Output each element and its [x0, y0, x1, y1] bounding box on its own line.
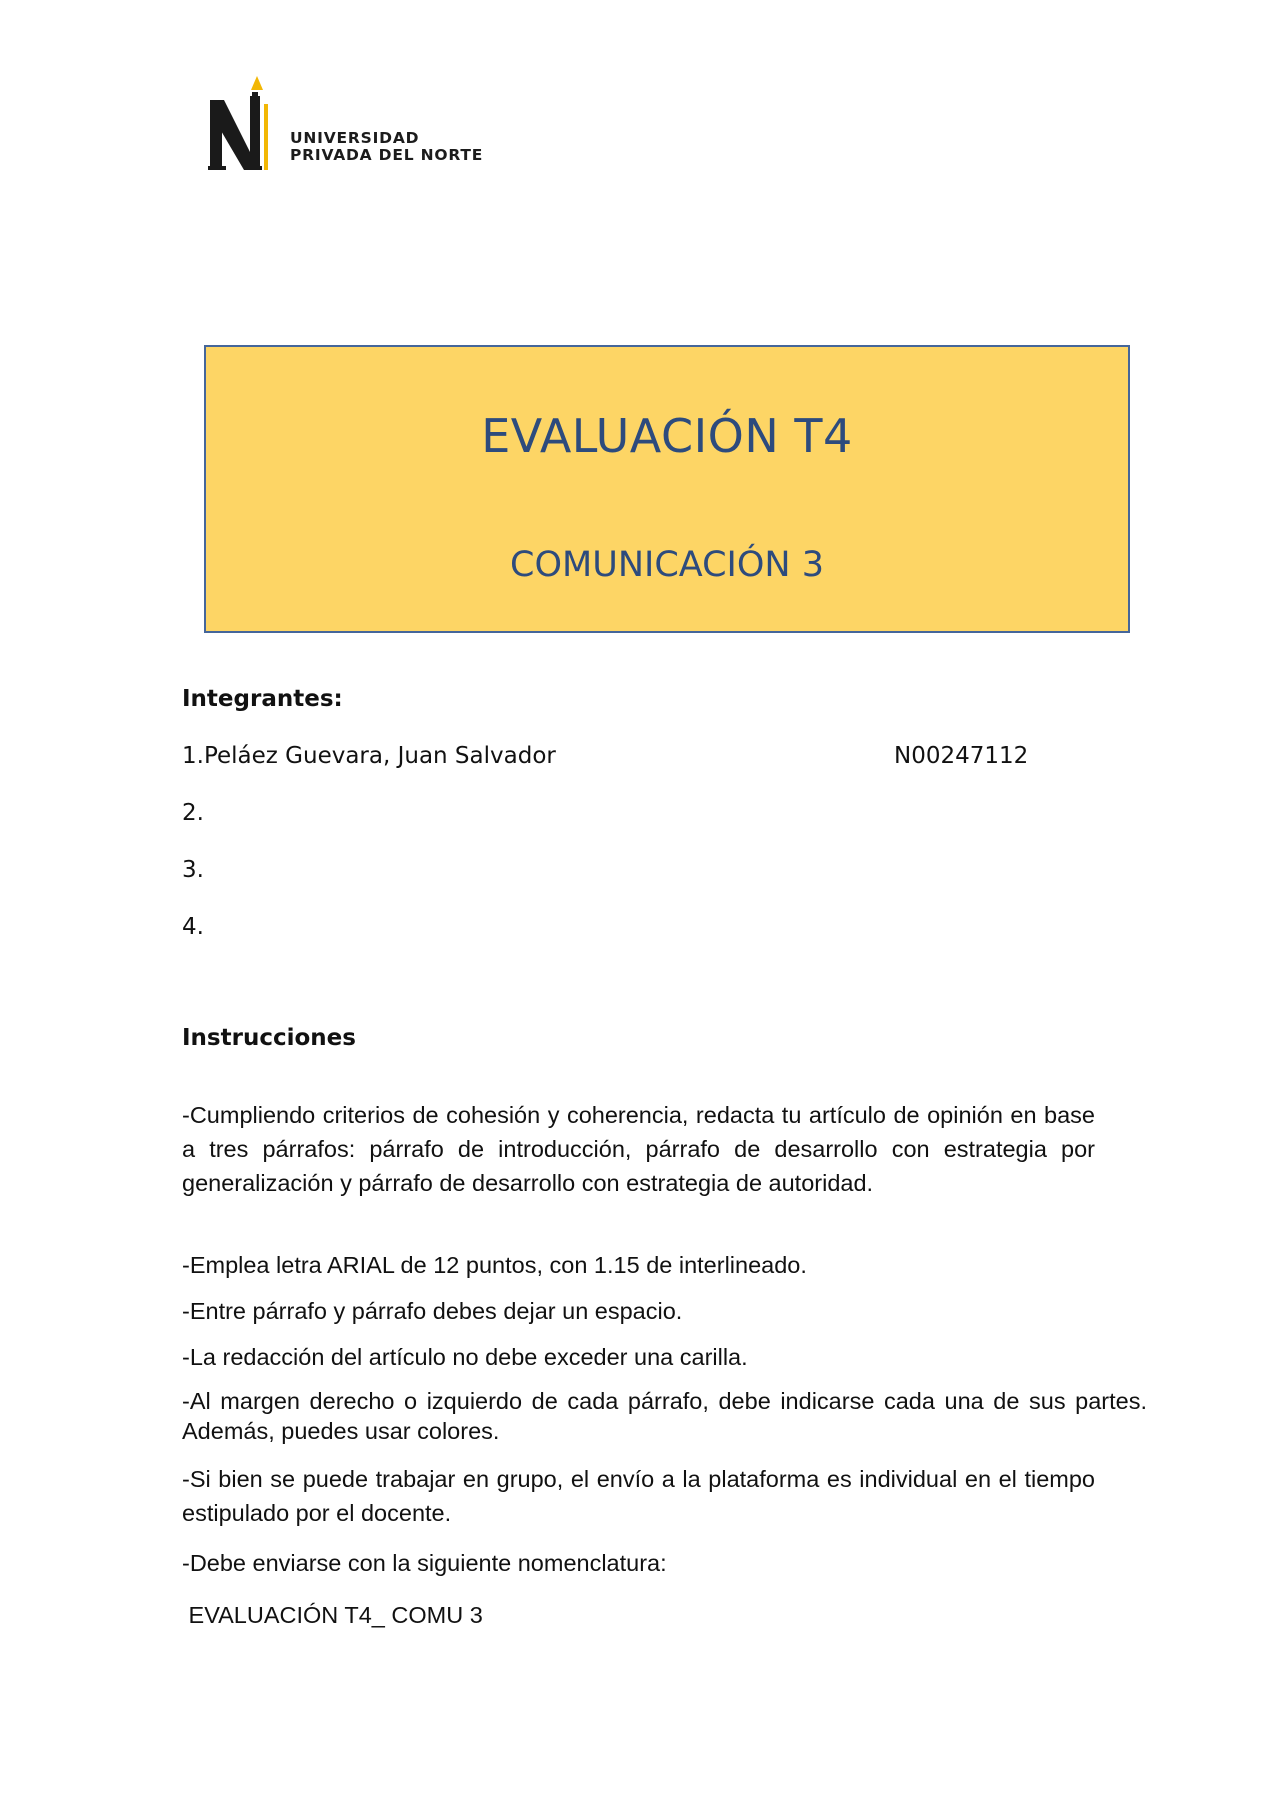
instruction-item: -La redacción del artículo no debe exceder una carilla. — [182, 1344, 748, 1370]
instruction-item: -Al margen derecho o izquierdo de cada párrafo, debe indicarse cada una de sus partes. Además, puedes usar colores. — [182, 1388, 1147, 1444]
member-code: N00247112 — [894, 743, 1029, 769]
upn-logo-icon — [208, 74, 274, 174]
course-subtitle: COMUNICACIÓN 3 — [510, 545, 824, 585]
member-item: 3. — [182, 857, 204, 883]
logo-line-2: PRIVADA DEL NORTE — [290, 146, 484, 164]
member-item: 4. — [182, 914, 204, 940]
instruction-item: -Debe enviarse con la siguiente nomenclatura: — [182, 1550, 667, 1576]
instruction-item: -Si bien se puede trabajar en grupo, el envío a la plataforma es individual en el tiempo estipulado por el docente. — [182, 1466, 1095, 1526]
logo-line-1: UNIVERSIDAD — [290, 129, 420, 147]
instruction-item: -Cumpliendo criterios de cohesión y coherencia, redacta tu artículo de opinión en base a tres párrafos: párrafo de introducción, párrafo de desarrollo con estrategia por generalización y párrafo de desarrollo con estrategia de autoridad. — [182, 1102, 1095, 1196]
instructions-label: Instrucciones — [182, 1025, 356, 1051]
instruction-item: -Entre párrafo y párrafo debes dejar un espacio. — [182, 1298, 683, 1324]
member-item: 2. — [182, 800, 204, 826]
members-label: Integrantes: — [182, 686, 343, 712]
member-item: 1.Peláez Guevara, Juan Salvador — [182, 743, 556, 769]
file-nomenclature: EVALUACIÓN T4_ COMU 3 — [182, 1602, 483, 1628]
title-box — [204, 345, 1130, 633]
instruction-item: -Emplea letra ARIAL de 12 puntos, con 1.15 de interlineado. — [182, 1252, 807, 1278]
university-logo — [208, 74, 508, 174]
logo-wordmark — [290, 130, 483, 164]
page-title: EVALUACIÓN T4 — [481, 409, 853, 463]
